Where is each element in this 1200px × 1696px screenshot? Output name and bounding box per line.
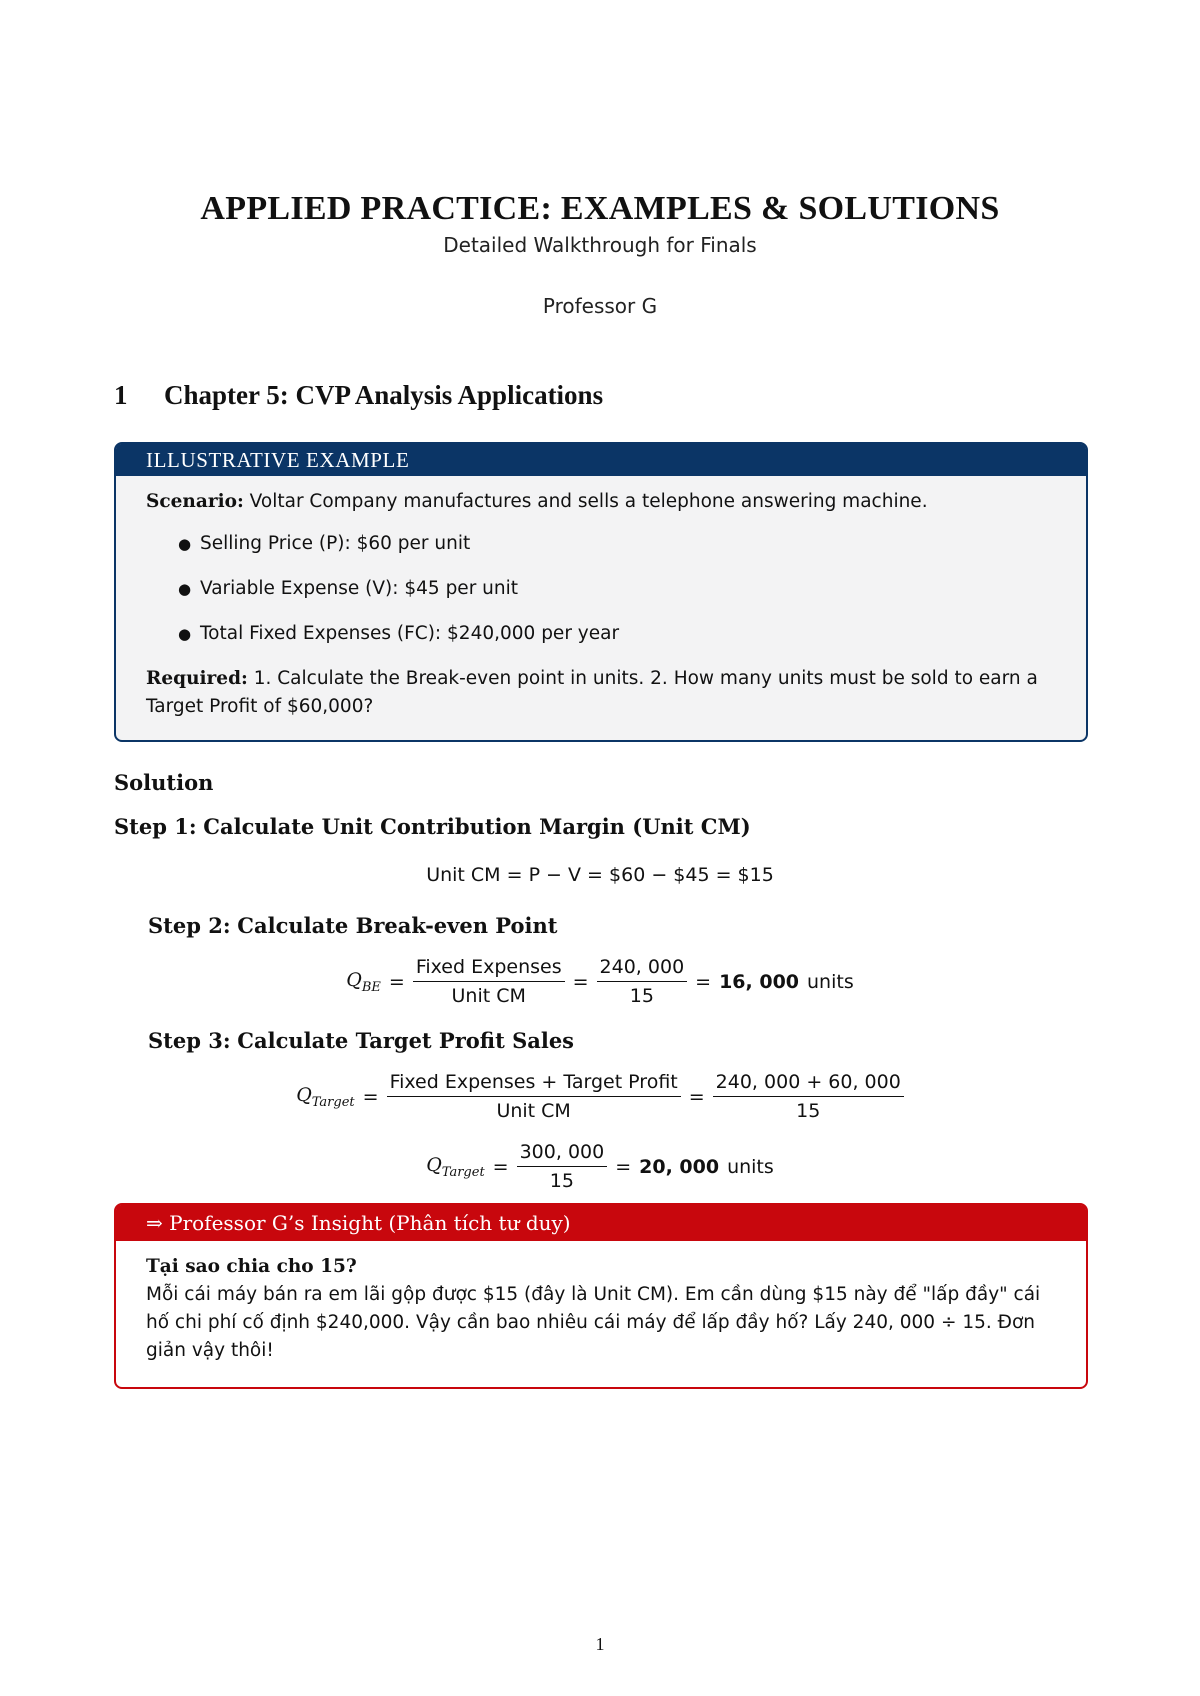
step-1-heading bbox=[114, 814, 751, 839]
equation-unit-cm: Unit CM = P − V = $60 − $45 = $15 bbox=[426, 864, 774, 886]
fraction bbox=[387, 1070, 681, 1123]
document-subtitle: Detailed Walkthrough for Finals bbox=[443, 233, 757, 257]
bullet-icon: ● bbox=[178, 580, 192, 598]
scenario-label: Scenario: bbox=[146, 491, 244, 512]
fraction-denominator: 15 bbox=[549, 1170, 574, 1192]
document-title: APPLIED PRACTICE: EXAMPLES & SOLUTIONS bbox=[200, 190, 1000, 227]
required-label: Required: bbox=[146, 668, 248, 689]
required-text: 1. Calculate the Break-even point in units. 2. How many units must be sold to earn a Target Profit of $60,000? bbox=[146, 668, 1038, 717]
insight-label: ⇒ Professor G’s Insight (Phân tích tư duy) bbox=[116, 1205, 1086, 1241]
step-3-heading bbox=[148, 1028, 574, 1053]
fraction-numerator: 300, 000 bbox=[517, 1140, 608, 1167]
step-1-text: Calculate Unit Contribution Margin (Unit CM) bbox=[203, 814, 751, 839]
qbe-variable: $Q_{BE}$ bbox=[346, 968, 381, 995]
list-item-text: Total Fixed Expenses (FC): $240,000 per year bbox=[200, 623, 620, 644]
step-2-label: Step 2: bbox=[148, 913, 231, 938]
bullet-icon: ● bbox=[178, 535, 192, 553]
qtarget-variable: $Q_{Target}$ bbox=[296, 1083, 355, 1110]
list-item bbox=[178, 620, 1056, 648]
units-label: units bbox=[727, 1155, 774, 1178]
fraction-denominator: 15 bbox=[796, 1100, 821, 1122]
equation-target-result: $Q_{Target}$ = $\frac{300, 000}{15}$ = 20, 000 units bbox=[426, 1141, 774, 1192]
document-author: Professor G bbox=[542, 294, 658, 318]
section-number: 1 bbox=[114, 380, 128, 410]
required-paragraph bbox=[146, 665, 1056, 721]
section-heading bbox=[114, 380, 603, 411]
fraction bbox=[713, 1070, 904, 1123]
insight-box bbox=[114, 1203, 1088, 1389]
fraction-denominator: Unit CM bbox=[451, 985, 526, 1007]
list-item-text: Selling Price (P): $60 per unit bbox=[200, 533, 471, 554]
target-profit-result: 20, 000 bbox=[639, 1155, 720, 1178]
list-item-text: Variable Expense (V): $45 per unit bbox=[200, 578, 519, 599]
equation-target-profit: $Q_{Target}$ = $\frac{\text{Fixed Expenses + Target Profit}}{\text{Unit CM}}$ = $\frac{240, 000 + 60, 000}{15}$ bbox=[0, 1070, 1200, 1123]
given-values-list bbox=[146, 530, 1056, 648]
equation-break-even: $Q_{BE}$ = $\frac{\text{Fixed Expenses}}{\text{Unit CM}}$ = $\frac{240, 000}{15}$ = 16, 000 units bbox=[346, 956, 854, 1007]
solution-heading: Solution bbox=[114, 770, 214, 795]
page-number: 1 bbox=[595, 1634, 605, 1654]
step-2-heading bbox=[148, 913, 557, 938]
fraction-denominator: 15 bbox=[629, 985, 654, 1007]
section-title: Chapter 5: CVP Analysis Applications bbox=[164, 380, 604, 410]
insight-question: Tại sao chia cho 15? bbox=[146, 1256, 357, 1277]
fraction bbox=[517, 1140, 608, 1193]
fraction-denominator: Unit CM bbox=[496, 1100, 571, 1122]
example-label: ILLUSTRATIVE EXAMPLE bbox=[116, 444, 1086, 476]
insight-body: Mỗi cái máy bán ra em lãi gộp được $15 (đây là Unit CM). Em cần dùng $15 này để "lấp đầy" cái hố chi phí cố định $240,000. Vậy cần bao nhiêu cái máy để lấp đầy hố? Lấy 240, 000 ÷ 15. Đơn giản vậy thôi! bbox=[146, 1284, 1041, 1361]
qtarget-variable: $Q_{Target}$ bbox=[426, 1153, 485, 1180]
scenario-paragraph bbox=[146, 488, 1056, 516]
illustrative-example-box bbox=[114, 442, 1088, 742]
bullet-icon: ● bbox=[178, 625, 192, 643]
fraction-numerator: Fixed Expenses + Target Profit bbox=[387, 1070, 681, 1097]
step-3-label: Step 3: bbox=[148, 1028, 231, 1053]
list-item bbox=[178, 575, 1056, 603]
break-even-result: 16, 000 bbox=[719, 970, 800, 993]
step-3-text: Calculate Target Profit Sales bbox=[237, 1028, 575, 1053]
scenario-text: Voltar Company manufactures and sells a telephone answering machine. bbox=[249, 491, 928, 512]
step-2-text: Calculate Break-even Point bbox=[237, 913, 558, 938]
fraction-numerator: 240, 000 bbox=[597, 955, 688, 982]
fraction-numerator: 240, 000 + 60, 000 bbox=[713, 1070, 904, 1097]
fraction bbox=[413, 955, 565, 1008]
units-label: units bbox=[807, 970, 854, 993]
fraction-numerator: Fixed Expenses bbox=[413, 955, 565, 982]
step-1-label: Step 1: bbox=[114, 814, 197, 839]
list-item bbox=[178, 530, 1056, 558]
fraction bbox=[597, 955, 688, 1008]
